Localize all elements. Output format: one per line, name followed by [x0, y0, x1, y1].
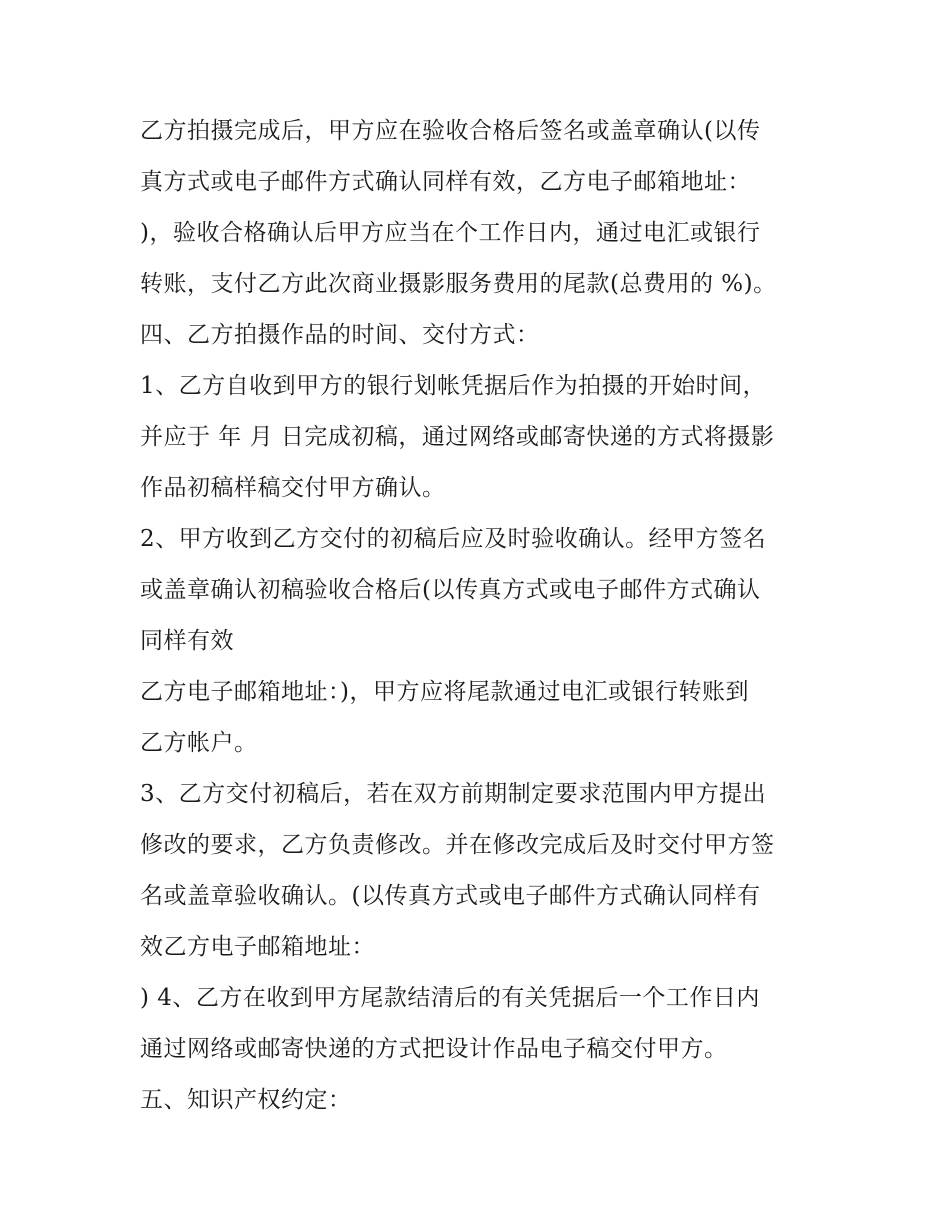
- text-line: 乙方帐户。: [140, 730, 258, 756]
- contract-text: [140, 106, 830, 1126]
- text-line: 效乙方电子邮箱地址：: [140, 934, 375, 960]
- text-line: 作品初稿样稿交付甲方确认。: [140, 475, 446, 501]
- text-line: 转账，支付乙方此次商业摄影服务费用的尾款(总费用的 %)。: [140, 271, 777, 297]
- section-heading-5: 五、知识产权约定：: [140, 1087, 352, 1113]
- section-heading-4: 四、乙方拍摄作品的时间、交付方式：: [140, 322, 540, 348]
- text-line: 乙方拍摄完成后，甲方应在验收合格后签名或盖章确认(以传: [140, 118, 761, 144]
- text-line: 通过网络或邮寄快递的方式把设计作品电子稿交付甲方。: [140, 1036, 728, 1062]
- text-line: 并应于 年 月 日完成初稿，通过网络或邮寄快递的方式将摄影: [140, 424, 775, 450]
- text-line: 或盖章确认初稿验收合格后(以传真方式或电子邮件方式确认: [140, 577, 761, 603]
- text-line: 名或盖章验收确认。(以传真方式或电子邮件方式确认同样有: [140, 883, 761, 909]
- text-line: 同样有效: [140, 628, 234, 654]
- text-line: )，验收合格确认后甲方应当在个工作日内，通过电汇或银行: [140, 220, 761, 246]
- text-line: 1、乙方自收到甲方的银行划帐凭据后作为拍摄的开始时间，: [140, 373, 767, 399]
- text-line: ) 4、乙方在收到甲方尾款结清后的有关凭据后一个工作日内: [140, 985, 760, 1011]
- text-line: 2、甲方收到乙方交付的初稿后应及时验收确认。经甲方签名: [140, 526, 767, 552]
- text-line: 3、乙方交付初稿后，若在双方前期制定要求范围内甲方提出: [140, 781, 767, 807]
- text-line: 修改的要求，乙方负责修改。并在修改完成后及时交付甲方签: [140, 832, 775, 858]
- text-line: 真方式或电子邮件方式确认同样有效，乙方电子邮箱地址：: [140, 169, 751, 195]
- text-line: 乙方电子邮箱地址：)，甲方应将尾款通过电汇或银行转账到: [140, 679, 749, 705]
